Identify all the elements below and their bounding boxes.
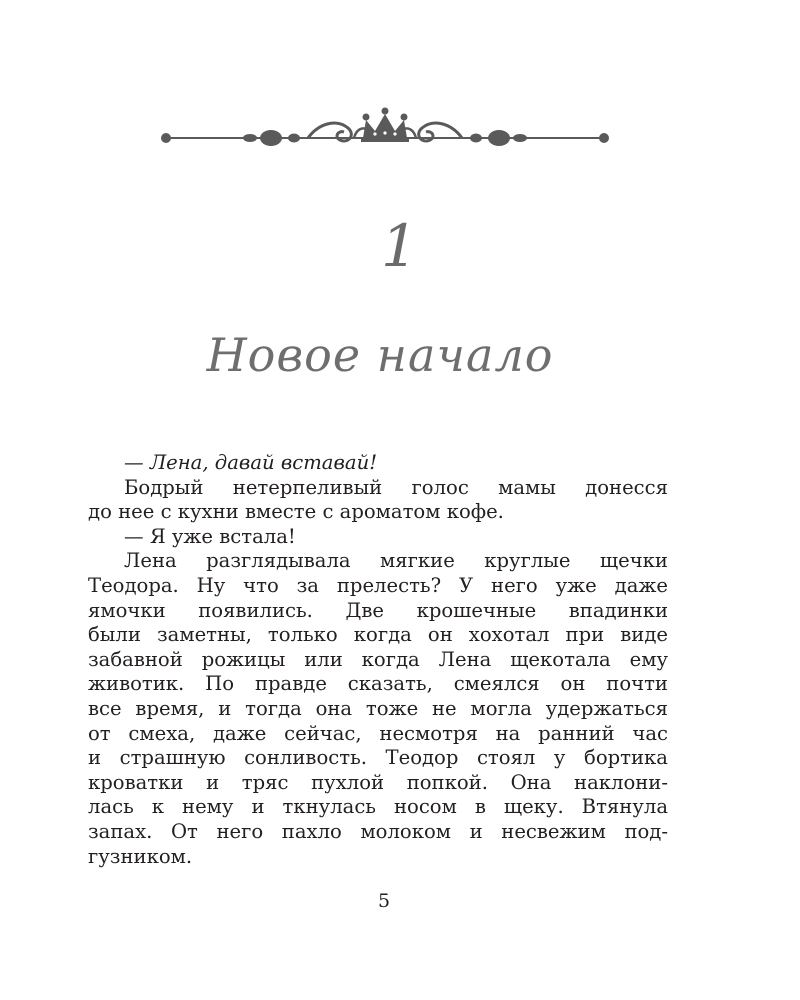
crown-divider-icon bbox=[158, 104, 612, 160]
text-line: ямочки появились. Две крошечные впадинки bbox=[88, 598, 668, 622]
text-line: и страшную сонливость. Теодор стоял у бортика bbox=[88, 746, 668, 770]
text-line: запах. От него пахло молоком и несвежим под- bbox=[88, 819, 668, 843]
text-line: Теодора. Ну что за прелесть? У него уже даже bbox=[88, 573, 668, 597]
text-line: были заметны, только когда он хохотал при виде bbox=[88, 623, 668, 647]
chapter-title: Новое начало bbox=[206, 328, 554, 382]
chapter-number: 1 bbox=[381, 212, 419, 280]
page-number: 5 bbox=[377, 890, 391, 912]
text-line: — Я уже встала! bbox=[124, 524, 296, 548]
text-line: гузником. bbox=[88, 844, 193, 868]
text-line: Бодрый нетерпеливый голос мамы донесся bbox=[124, 475, 668, 499]
text-line: до нее с кухни вместе с ароматом кофе. bbox=[88, 500, 504, 524]
text-line: от смеха, даже сейчас, несмотря на ранний час bbox=[88, 721, 668, 745]
text-line: — Лена, давай вставай! bbox=[124, 451, 378, 474]
text-line: кроватки и тряс пухлой попкой. Она наклони- bbox=[88, 770, 668, 794]
text-line: животик. По правде сказать, смеялся он почти bbox=[88, 672, 668, 696]
body-text bbox=[88, 451, 668, 869]
text-line: забавной рожицы или когда Лена щекотала ему bbox=[88, 647, 668, 671]
text-line: лась к нему и ткнулась носом в щеку. Втянула bbox=[88, 795, 668, 819]
text-line: Лена разглядывала мягкие круглые щечки bbox=[124, 549, 668, 573]
text-line: все время, и тогда она тоже не могла удержаться bbox=[88, 696, 668, 720]
